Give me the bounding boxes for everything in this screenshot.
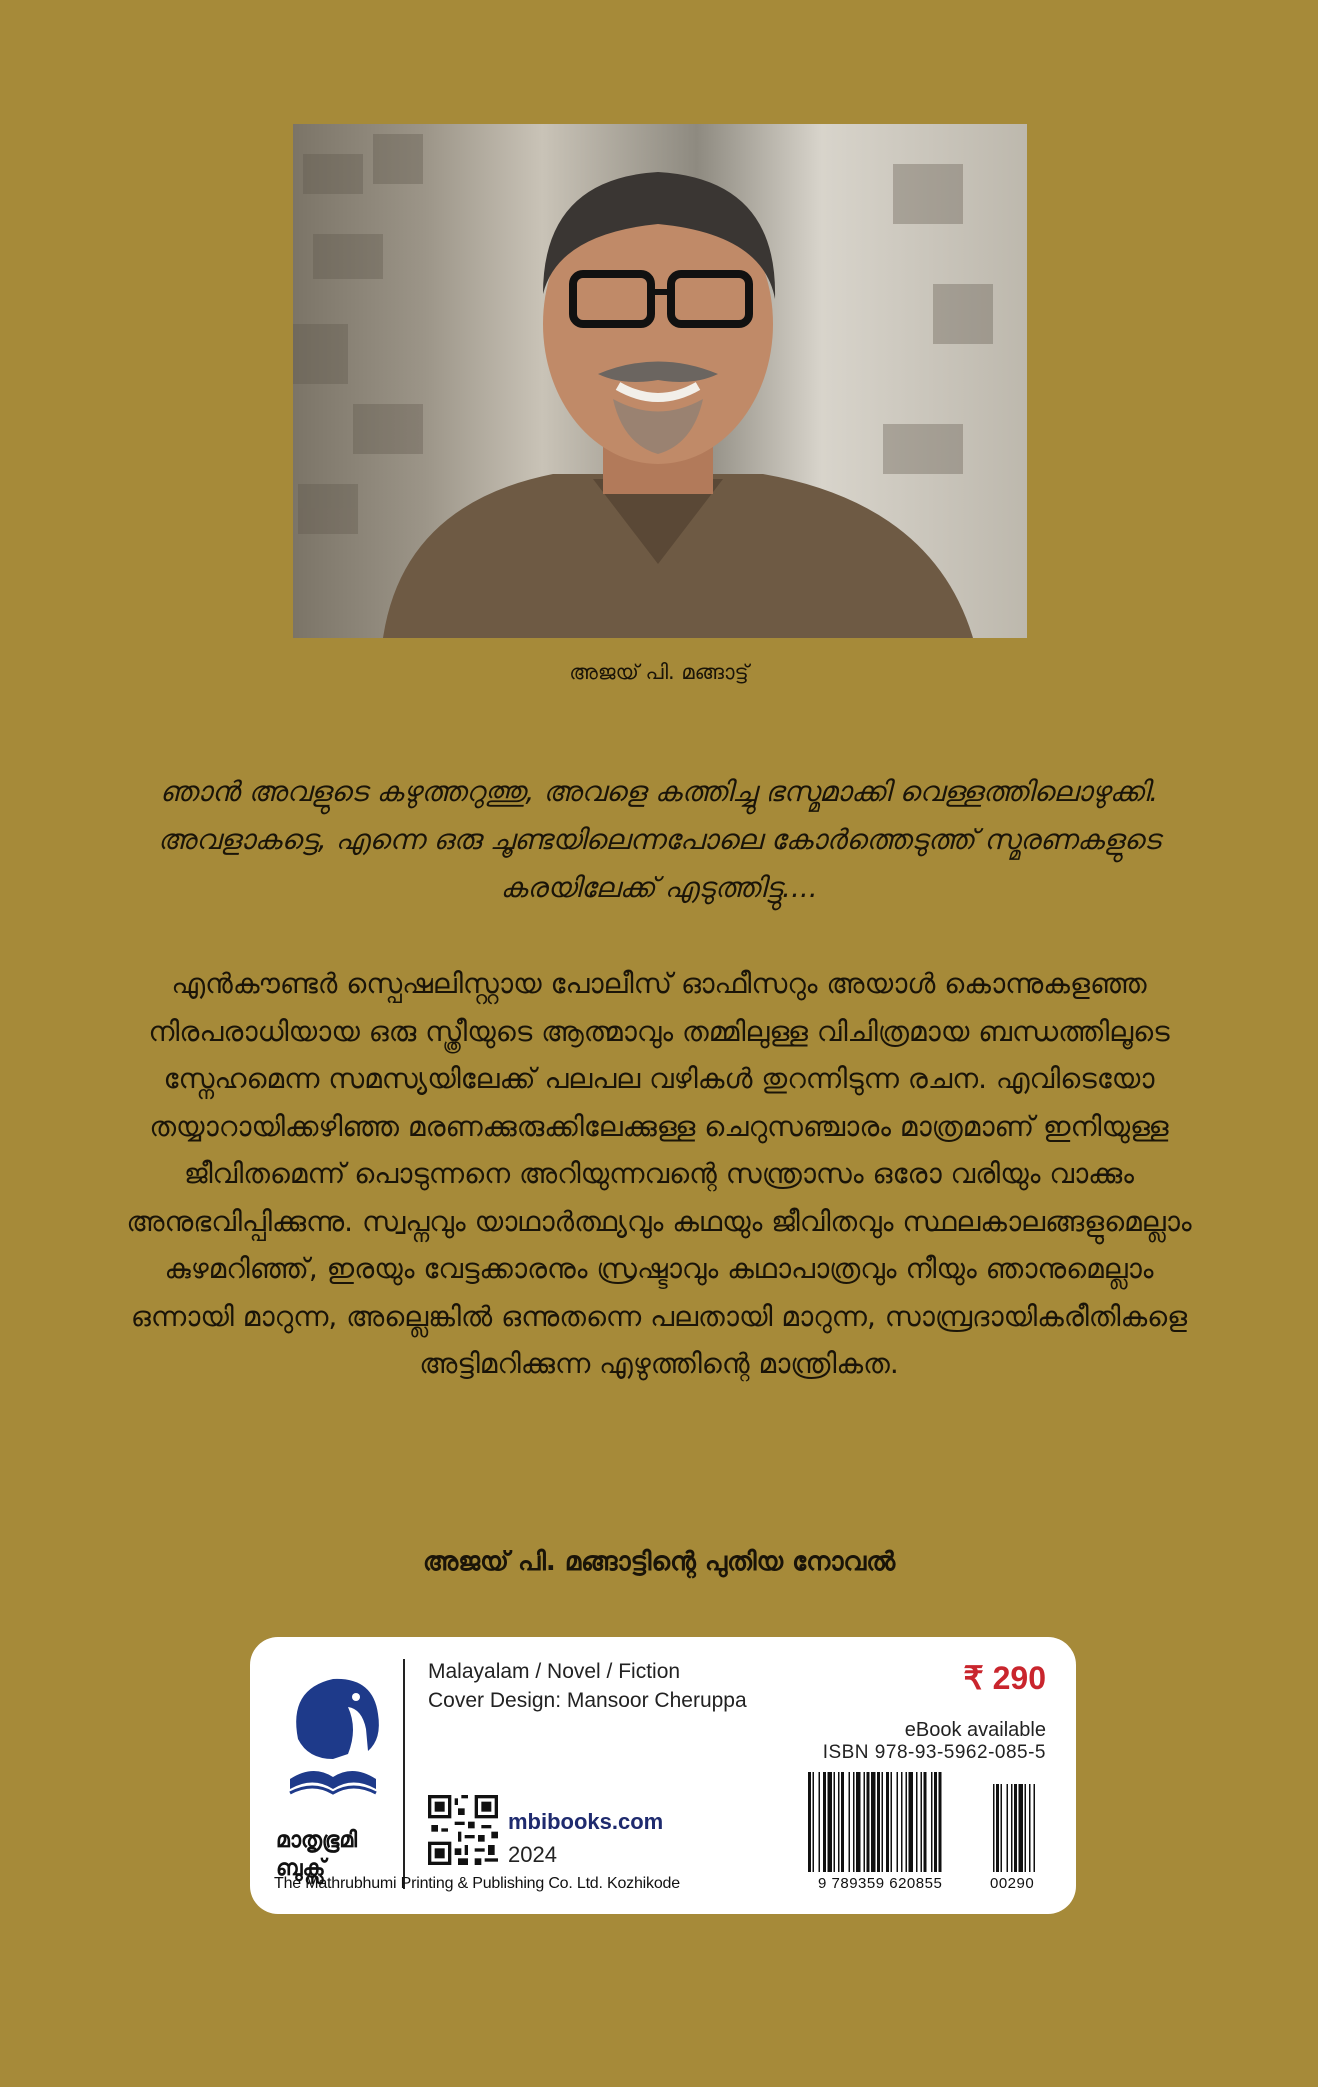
website-link: mbibooks.com [508,1809,664,1834]
printer-line: The Mathrubhumi Printing & Publishing Co. Ltd. Kozhikode [274,1875,680,1892]
barcode-icon [808,1772,1048,1872]
publisher-name-line2: ബുക്സ് [276,1856,326,1881]
book-tagline: അജയ് പി. മങ്ങാട്ടിന്റെ പുതിയ നോവൽ [422,1547,896,1577]
cover-design-credit: Cover Design: Mansoor Cheruppa [428,1689,747,1712]
publisher-name-line1: മാതൃഭൂമി [276,1828,358,1853]
elephant-logo-icon [278,1659,388,1809]
barcode-addon-number: 00290 [990,1875,1035,1892]
publisher-panel [250,1637,1076,1914]
category-label: Malayalam / Novel / Fiction [428,1660,681,1683]
price-label: ₹ 290 [963,1660,1046,1696]
author-photo [293,124,1027,638]
book-blurb: എൻകൗണ്ടർ സ്പെഷലിസ്റ്റായ പോലീസ് ഓഫീസറും അയാൾ കൊന്നുകളഞ്ഞ നിരപരാധിയായ ഒരു സ്ത്രീയുടെ ആത്മാവും തമ്മിലുള്ള വിചിത്രമായ ബന്ധത്തിലൂടെ സ്നേഹമെന്ന സമസ്യയിലേക്ക് പലപല വഴികൾ തുറന്നിടുന്ന രചന. എവിടെയോ തയ്യാറായിക്കഴിഞ്ഞ മരണക്കുരുക്കിലേക്കുള്ള ചെറുസഞ്ചാരം മാത്രമാണ് ഇനിയുള്ള ജീവിതമെന്ന് പൊടുന്നനെ അറിയുന്നവന്റെ സന്ത്രാസം ഒരോ വരിയും വാക്കും അനുഭവിപ്പിക്കുന്നു. സ്വപ്നവും യാഥാർത്ഥ്യവും കഥയും ജീവിതവും സ്ഥലകാലങ്ങളുമെല്ലാം കുഴമറിഞ്ഞ്, ഇരയും വേട്ടക്കാരനും സ്രഷ്ടാവും കഥാപാത്രവും നീയും ഞാനുമെല്ലാം ഒന്നായി മാറുന്ന, അല്ലെങ്കിൽ ഒന്നുതന്നെ പലതായി മാറുന്ന, സാമ്പ്രദായികരീതികളെ അട്ടിമറിക്കുന്ന എഴുത്തിന്റെ മാന്ത്രികത. [126,967,1192,1380]
barcode-main-number: 9 789359 620855 [818,1875,943,1892]
author-caption: അജയ് പി. മങ്ങാട്ട് [569,660,749,684]
book-meta [428,1657,747,1715]
divider [403,1659,405,1889]
book-quote: ഞാൻ അവളുടെ കഴുത്തറുത്തു, അവളെ കത്തിച്ചു ഭസ്മമാക്കി വെള്ളത്തിലൊഴുക്കി. അവളാകട്ടെ, എന്നെ ഒരു ചൂണ്ടയിലെന്നപോലെ കോർത്തെടുത്ത് സ്മരണകളുടെ കരയിലേക്ക് എടുത്തിട്ടു.... [157,775,1161,904]
isbn-label: ISBN 978-93-5962-085-5 [822,1742,1046,1763]
ebook-label: eBook available [904,1719,1046,1741]
publication-year: 2024 [508,1842,557,1867]
qr-code-icon [428,1795,498,1865]
